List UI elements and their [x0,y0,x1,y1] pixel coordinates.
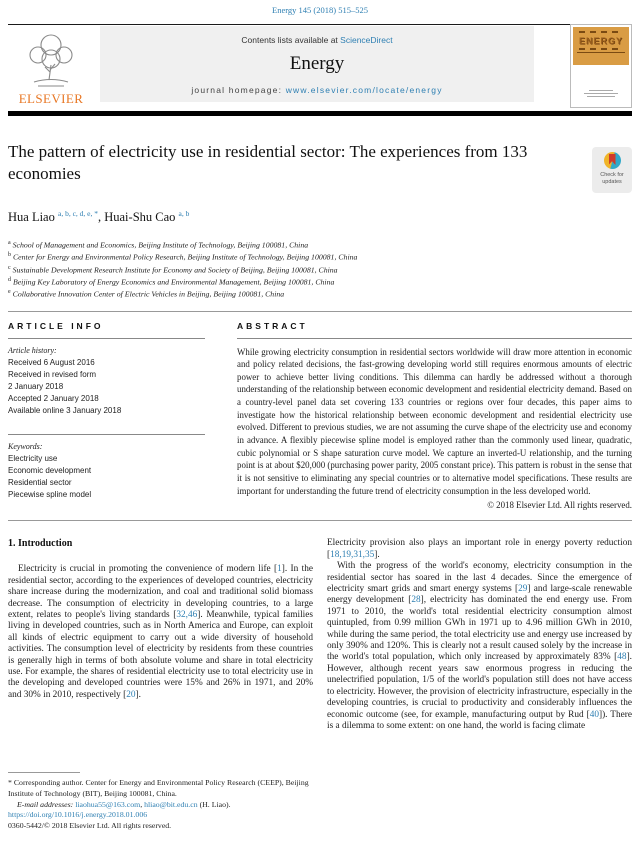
issn-copyright-line: 0360-5442/© 2018 Elsevier Ltd. All rights reserved. [8,821,172,831]
abstract-rule [237,338,632,339]
crossmark-icon [604,152,621,169]
email-label: E-mail addresses: [17,800,74,810]
email-separator: , [140,800,145,810]
body-columns [8,538,632,732]
abstract-bottom-rule [8,520,632,521]
info-gap [8,417,205,427]
elsevier-wordmark: ELSEVIER [18,91,84,106]
intro-paragraph-1: Electricity is crucial in promoting the convenience of modern life [1]. In the residential sector, according to the experiences of developed countries, electricity share increase during the modernization, and coal and traditional solid biomass decrease. The consumption of electricity in developing countries, to a large extent, relates to people's living standards [32,46]. Meanwhile, typical families living in developed countries, such as in North America and Europe, can exploit all kinds of electric equipment to carry out a wide diversity of household activities. The consumption level of electricity by residents from these countries is generally high in terms of both absolute volume and share in total electricity use. For example, the shares of residential electricity use to total electricity use in the developing and developed countries were 15% and 26% in 1971, and 20% and 30% in 2010, respectively [20]. [8,564,313,700]
info-top-rule [8,311,632,312]
affiliation-item [8,251,632,263]
journal-cover-thumbnail [570,24,632,108]
homepage-url-link[interactable]: www.elsevier.com/locate/energy [285,85,443,95]
cover-pub-dash3 [587,96,615,97]
homepage-line [100,85,534,95]
footnote-rule [8,772,80,773]
elsevier-tree-icon [20,32,82,90]
email-suffix: (H. Liao). [197,800,231,810]
citation-link[interactable]: 1 [277,564,282,575]
affiliation-item [8,276,632,288]
author-2-affil-sup: a, b [178,209,190,218]
affiliation-item [8,239,632,251]
journal-citation: Energy 145 (2018) 515–525 [272,5,368,15]
abstract-text: While growing electricity consumption in residential sectors worldwide will draw more attention in economic and policy related decisions, the fast-growing developing world still requires enormous amounts of electric power to achieve better living conditions. This dilemma can hardly be addressed without a thorough understanding of the relationship between economic development and residential electricity demand. Based on a country-level panel data set covering 133 countries or regions over four decades, this paper aims to investigate how the historical relationship between economic development and residential electricity use evolved. Different to previous studies, we are not assuming the curve shape of the electricity use and economy in advance. A flexibly piecewise spline model is employed rather than the commonly used linear, quadratic, cubic polynomial or S shape saturation curve model. We capture an inverted-U relationship, and the turning point is at about $20,000 (purchasing power parity, 2005 constant price). This pattern is robust in the sense that it is not sensitive to eliminating any special countries or to alternative model specifications. These results are important for understanding the future trend of electricity consumption in the less developed world. [237,346,632,496]
history-line: Available online 3 January 2018 [8,405,122,415]
cover-pub-dash1 [589,90,613,91]
history-line: 2 January 2018 [8,381,64,391]
affiliation-item [8,288,632,300]
affil-text: Beijing Key Laboratory of Energy Economics and Environmental Management, Beijing 100081, China [12,277,335,287]
cover-decor-bottom [579,48,624,50]
intro-paragraph-2: Electricity provision also plays an important role in energy poverty reduction [18,19,31,35]. [327,538,632,560]
abstract-heading: ABSTRACT [237,320,308,331]
affil-text: Center for Energy and Environmental Policy Research, Beijing Institute of Technology, Beijing 100081, China [12,253,358,263]
author-1-name: Hua Liao [8,210,55,225]
citation-link[interactable]: 28 [411,595,421,606]
check-for-updates-badge[interactable] [592,147,632,193]
citation-link[interactable]: 29 [518,583,528,594]
citation-link[interactable]: 20 [126,689,136,700]
cover-lower-area [573,65,629,103]
history-label: Article history: [8,345,57,355]
abstract-copyright: © 2018 Elsevier Ltd. All rights reserved. [487,500,632,511]
affiliations-list [8,239,632,300]
keywords-rule [8,434,205,435]
info-abstract-section [8,321,632,511]
affil-sup: e [8,289,11,296]
page-footer [8,809,171,832]
citation-link[interactable]: 40 [589,709,599,720]
keyword-line: Residential sector [8,477,72,487]
email-link-2[interactable]: hliao@bit.edu.cn [144,800,198,810]
email-link-1[interactable]: liaohua55@163.com [75,800,141,810]
contents-line [100,35,534,45]
author-separator: , [97,210,105,225]
affil-text: Collaborative Innovation Center of Electric Vehicles in Beijing, Beijing 100081, China [12,289,285,299]
elsevier-logo [8,26,94,107]
article-info-heading: ARTICLE INFO [8,320,104,331]
cover-decor-top [579,31,624,33]
keyword-line: Piecewise spline model [8,489,92,499]
affil-text: School of Management and Economics, Beijing Institute of Technology, Beijing 100081, China [12,240,309,250]
section-1-heading: 1. Introduction [8,538,73,550]
journal-title: Energy [289,53,345,74]
doi-link[interactable]: https://doi.org/10.1016/j.energy.2018.01.006 [8,810,148,819]
affil-sup: c [8,264,11,271]
cover-pub-dash2 [584,93,618,94]
affil-sup: b [8,252,11,259]
affil-sup: a [8,240,11,247]
article-info-column [8,321,237,511]
history-line: Received in revised form [8,369,97,379]
affil-text: Sustainable Development Research Institute for Economy and Society of Beijing, Beijing 100081, China [12,265,338,275]
body-right-column [327,538,632,732]
author-line [8,209,632,225]
author-1-affil-sup: a, b, c, d, e, * [57,209,98,218]
intro-paragraph-3: With the progress of the world's economy, electricity consumption in the residential sector has soared in the last 4 decades. Since the emergence of electricity smart grids and smart energy systems [29] and large-scale renewable energy development [28], electricity has dominated the end energy use. From 1971 to 2010, the world's total residential electricity consumption almost quintupled, from 0.99 million GWh in 1971 up to 4.96 million GWh in 2010, while during the same period, the total electricity use and energy use increased by only 390% and 120%. This is clearly not a result caused solely by the increase in the world's total population, which only increased by approximately 83% [48]. However, although recent years saw enormous progress in reducing the unelectrified population, 1/5 of the world's population still does not have access to electricity. However, the provision of electricity infrastructure, especially in the developing countries, is crucial to productivity and considerably influences the economic outcome (see, for example, manufacturing output by Rud [40]). There is a dilemma to some extent: on one hand, the world is facing climate [327,561,633,731]
sciencedirect-link[interactable]: ScienceDirect [340,35,393,45]
article-info-rule [8,338,205,339]
affil-sup: d [8,277,11,283]
keywords-label: Keywords: [8,441,43,451]
body-left-column [8,538,313,732]
keyword-line: Economic development [8,465,92,475]
check-updates-label: Check for updates [600,172,624,185]
journal-header [8,26,632,108]
cover-rule [577,52,625,53]
title-block [8,141,632,193]
abstract-column [237,321,632,511]
cover-orange-band [573,27,629,65]
page-title: The pattern of electricity use in residential sector: The experiences from 133 economies [8,142,528,184]
citation-link[interactable]: 32,46 [176,609,198,620]
history-line: Received 6 August 2016 [8,357,95,367]
journal-banner [100,26,534,102]
cover-publisher-mark [573,88,629,99]
author-2-name: Huai-Shu Cao [104,210,176,225]
header-top-rule [8,24,632,25]
cover-title: ENERGY [578,36,623,46]
affiliation-item [8,264,632,276]
homepage-label: journal homepage: [191,85,286,95]
header-bottom-bar [8,111,632,116]
citation-link[interactable]: 48 [617,652,627,663]
corresponding-author-footnote [8,772,314,810]
corresponding-author-text: * Corresponding author. Center for Energy and Environmental Policy Research (CEEP), Beijing Institute of Technology (BIT), Beijing 100081, China. [8,778,309,799]
contents-prefix: Contents lists available at [241,35,341,45]
history-line: Accepted 2 January 2018 [8,393,99,403]
keyword-line: Electricity use [8,453,58,463]
citation-link[interactable]: 18,19,31,35 [330,549,375,560]
crossmark-ribbon-icon [609,154,616,165]
